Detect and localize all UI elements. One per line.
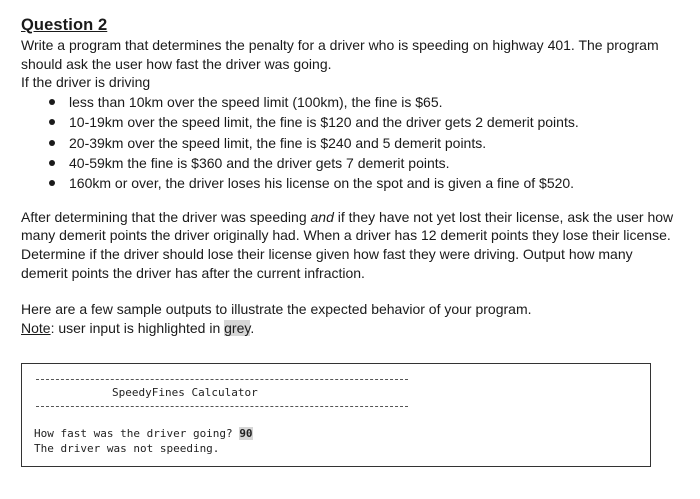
sample-intro: Here are a few sample outputs to illustrate the expected behavior of your program. bbox=[21, 301, 532, 318]
demerit-instructions: After determining that the driver was speeding and if they have not yet lost their license, ask the user how many demerit points the driver originally had. When a driver has 12 demerit points they lose their license. Determine if the driver should lose their license given how fast they were driving. Output how many demerit points the driver has after the current infraction. bbox=[21, 208, 674, 281]
console-divider-top bbox=[36, 379, 408, 380]
note-label: Note bbox=[21, 319, 51, 336]
question-page bbox=[21, 14, 681, 467]
if-driving-text: If the driver is driving bbox=[21, 74, 151, 91]
console-user-input: 90 bbox=[239, 427, 253, 441]
sample-output-console bbox=[21, 363, 651, 467]
fine-rule-item: 160km or over, the driver loses his license on the spot and is given a fine of $520. bbox=[49, 173, 681, 193]
console-divider-bottom bbox=[36, 406, 408, 407]
fine-rules-list bbox=[21, 92, 681, 194]
fine-rule-item: 10-19km over the speed limit, the fine is $120 and the driver gets 2 demerit points. bbox=[49, 112, 681, 132]
bullet-icon bbox=[49, 119, 55, 125]
note-line: Note: user input is highlighted in grey. bbox=[21, 319, 255, 336]
fine-rule-item: 40-59km the fine is $360 and the driver gets 7 demerit points. bbox=[49, 153, 681, 173]
fine-rule-item: less than 10km over the speed limit (100km), the fine is $65. bbox=[49, 92, 681, 112]
bullet-icon bbox=[49, 180, 55, 186]
fine-rule-item: 20-39km over the speed limit, the fine is $240 and 5 demerit points. bbox=[49, 133, 681, 153]
console-title: SpeedyFines Calculator bbox=[112, 386, 258, 400]
console-prompt-line: How fast was the driver going? 90 bbox=[34, 427, 253, 441]
grey-highlight: grey bbox=[224, 319, 251, 336]
bullet-icon bbox=[49, 160, 55, 166]
bullet-icon bbox=[49, 99, 55, 105]
question-intro: Write a program that determines the penalty for a driver who is speeding on highway 401. The program should ask the user how fast the driver was going. bbox=[21, 37, 659, 72]
bullet-icon bbox=[49, 140, 55, 146]
console-response-line: The driver was not speeding. bbox=[34, 442, 220, 456]
question-title: Question 2 bbox=[21, 16, 108, 34]
